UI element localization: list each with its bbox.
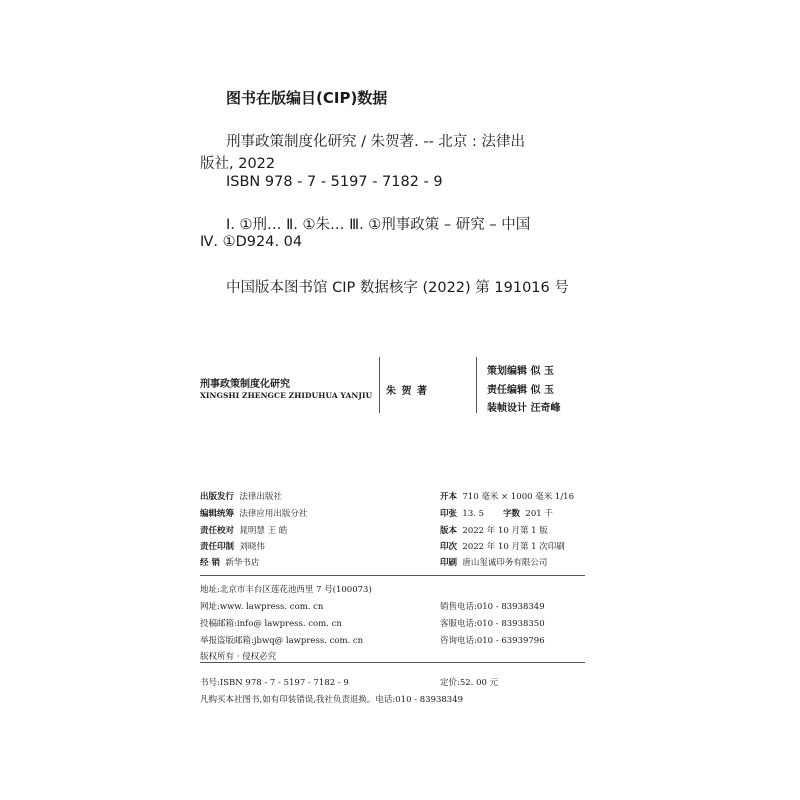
cip-publisher-line: 版社, 2022 — [200, 156, 276, 172]
pub-publisher: 出版发行 法律出版社 — [200, 492, 282, 502]
title-divider-right — [476, 357, 477, 413]
pub-printer: 印刷 唐山玺诚印务有限公司 — [440, 558, 548, 568]
staff-cover-designer: 装帧设计 汪奇峰 — [487, 403, 561, 414]
contact-submit-email: 投稿邮箱:info@ lawpress. com. cn — [200, 619, 342, 629]
contact-service-phone: 客服电话:010 - 83938350 — [440, 619, 545, 629]
cip-classification-1: Ⅰ. ①刑… Ⅱ. ①朱… Ⅲ. ①刑事政策 – 研究 – 中国 — [226, 217, 531, 233]
pub-edition: 版本 2022 年 10 月第 1 版 — [440, 526, 548, 536]
contact-consult-phone: 咨询电话:010 - 63939796 — [440, 636, 545, 646]
pub-print-manager: 责任印制 刘晓伟 — [200, 542, 265, 552]
pub-distributor: 经 销 新华书店 — [200, 558, 260, 568]
pub-printing: 印次 2022 年 10 月第 1 次印刷 — [440, 542, 565, 552]
cip-heading: 图书在版编目(CIP)数据 — [226, 89, 388, 107]
contact-divider-top — [200, 575, 585, 576]
pub-coordination: 编辑统筹 法律应用出版分社 — [200, 509, 308, 519]
cip-isbn: ISBN 978 - 7 - 5197 - 7182 - 9 — [226, 174, 443, 190]
contact-website: 网址:www. lawpress. com. cn — [200, 602, 324, 612]
footer-notice: 凡购买本社图书,如有印装错误,我社负责退换。电话:010 - 83938349 — [200, 695, 464, 705]
staff-planning-editor: 策划编辑 似 玉 — [487, 366, 554, 377]
pub-format: 开本 710 毫米 × 1000 毫米 1/16 — [440, 492, 574, 502]
book-title-pinyin: XINGSHI ZHENGCE ZHIDUHUA YANJIU — [200, 391, 373, 400]
cip-record-number: 中国版本图书馆 CIP 数据核字 (2022) 第 191016 号 — [226, 280, 569, 296]
pub-proofreader: 责任校对 晁明慧 王 皓 — [200, 526, 288, 536]
cip-classification-2: Ⅳ. ①D924. 04 — [200, 234, 303, 250]
staff-responsible-editor: 责任编辑 似 玉 — [487, 385, 554, 396]
pub-sheets-words: 印张 13. 5 字数 201 千 — [440, 509, 553, 519]
title-divider-left — [379, 357, 380, 413]
contact-divider-bottom — [200, 662, 585, 663]
contact-address: 地址:北京市丰台区莲花池西里 7 号(100073) — [200, 585, 372, 595]
contact-report-email: 举报盗版邮箱:jbwq@ lawpress. com. cn — [200, 636, 364, 646]
book-title-chinese: 刑事政策制度化研究 — [200, 379, 290, 390]
contact-sales-phone: 销售电话:010 - 83938349 — [440, 602, 545, 612]
book-author: 朱 贺 著 — [386, 386, 428, 397]
footer-price: 定价:52. 00 元 — [440, 678, 499, 688]
contact-rights: 版权所有 · 侵权必究 — [200, 652, 277, 662]
cip-title-line: 刑事政策制度化研究 / 朱贺著. -- 北京 : 法律出 — [226, 134, 525, 150]
footer-book-number: 书号:ISBN 978 - 7 - 5197 - 7182 - 9 — [200, 678, 349, 688]
